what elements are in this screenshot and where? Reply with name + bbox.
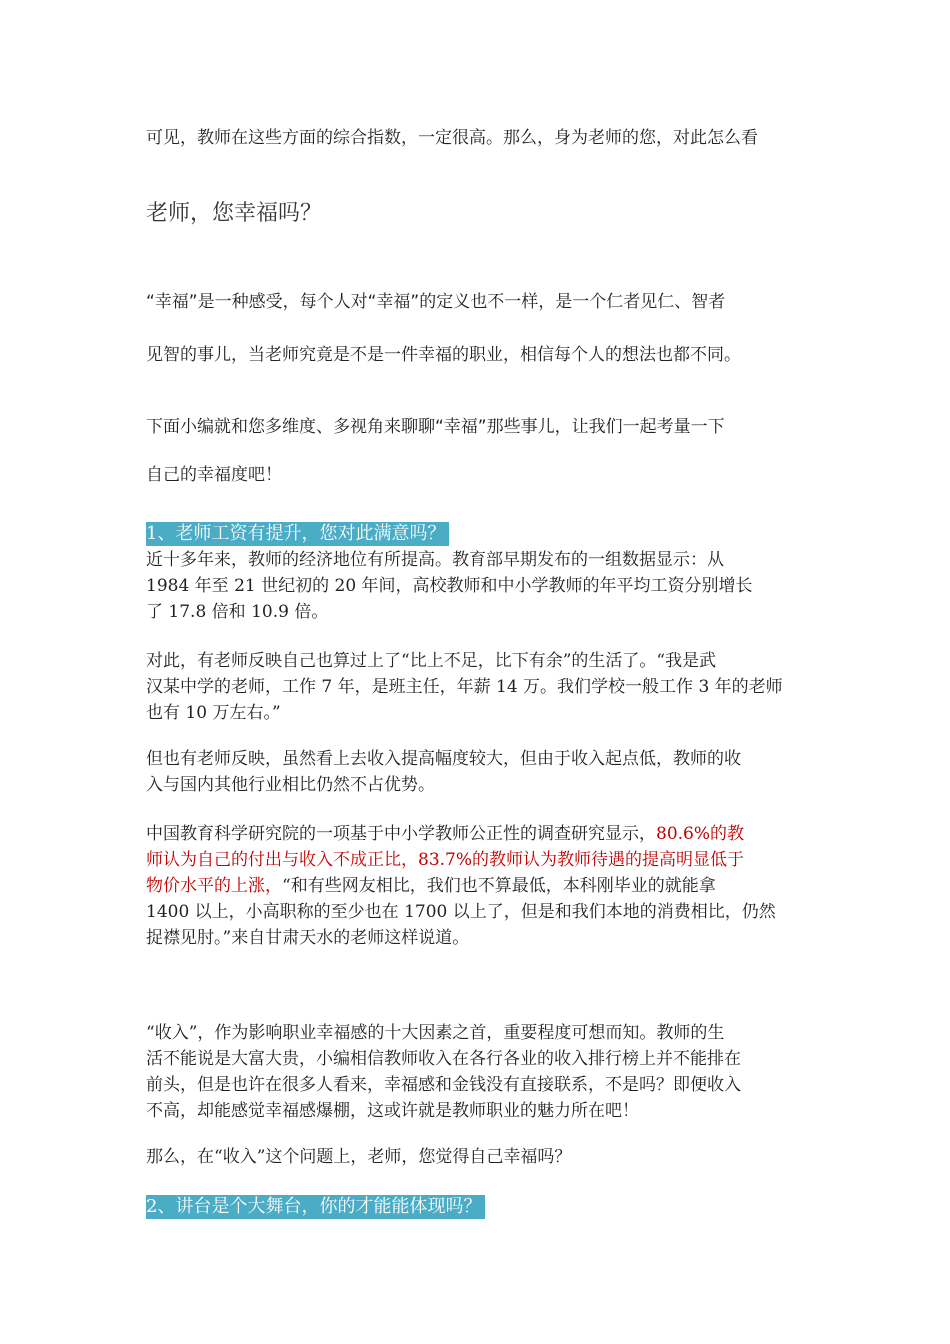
survey-intro-text: 中国教育科学研究院的一项基于中小学教师公正性的调查研究显示， [146,824,656,844]
highlight-stat-line: 师认为自己的付出与收入不成正比，83.7%的教师认为教师待遇的提高明显低于 [146,850,745,870]
highlight-stat: 80.6%的教 [656,824,745,844]
section-1-paragraph-6 [146,1144,812,1170]
text-line: 入与国内其他行业相比仍然不占优势。 [146,775,435,795]
section-1-heading: 1、老师工资有提升，您对此满意吗？ [146,522,449,546]
article-title: 老师，您幸福吗？ [146,201,323,226]
highlight-stat: 物价水平的上涨， [146,876,282,896]
section-1-paragraph-4 [146,821,812,951]
section-1-paragraph-3 [146,746,812,798]
text-line: 捉襟见肘。”来自甘肃天水的老师这样说道。 [146,928,470,948]
lead-line-4: 自己的幸福度吧！ [146,465,282,485]
section-1-paragraph-1 [146,547,812,625]
lead-line-3: 下面小编就和您多维度、多视角来聊聊“幸福”那些事儿，让我们一起考量一下 [146,417,725,437]
text-line: 也有 10 万左右。” [146,703,281,723]
text-line: 汉某中学的老师，工作 7 年，是班主任，年薪 14 万。我们学校一般工作 3 年的老师 [146,677,783,697]
text-line: 1400 以上，小高职称的至少也在 1700 以上了，但是和我们本地的消费相比，仍然 [146,902,776,922]
text-line: 但也有老师反映，虽然看上去收入提高幅度较大，但由于收入起点低，教师的收 [146,749,741,769]
lead-line-2: 见智的事儿，当老师究竟是不是一件幸福的职业，相信每个人的想法也都不同。 [146,345,741,365]
text-line: 了 17.8 倍和 10.9 倍。 [146,602,329,622]
text-line: 1984 年至 21 世纪初的 20 年间，高校教师和中小学教师的年平均工资分别增长 [146,576,753,596]
section-1-paragraph-2 [146,648,812,726]
text-line: 那么，在“收入”这个问题上，老师，您觉得自己幸福吗？ [146,1147,572,1167]
intro-line: 可见，教师在这些方面的综合指数，一定很高。那么，身为老师的您，对此怎么看 [146,128,758,148]
text-line: 对此，有老师反映自己也算过上了“比上不足，比下有余”的生活了。“我是武 [146,651,717,671]
text-line [146,873,812,899]
text-line: “收入”，作为影响职业幸福感的十大因素之首，重要程度可想而知。教师的生 [146,1023,725,1043]
section-1-paragraph-5 [146,1020,812,1124]
quote-text: “和有些网友相比，我们也不算最低，本科刚毕业的就能拿 [282,876,716,896]
text-line: 前头，但是也许在很多人看来，幸福感和金钱没有直接联系，不是吗？即便收入 [146,1075,741,1095]
text-line: 活不能说是大富大贵，小编相信教师收入在各行各业的收入排行榜上并不能排在 [146,1049,741,1069]
section-2-heading: 2、讲台是个大舞台，你的才能能体现吗？ [146,1195,485,1219]
text-line: 不高，却能感觉幸福感爆棚，这或许就是教师职业的魅力所在吧！ [146,1101,639,1121]
lead-line-1: “幸福”是一种感受，每个人对“幸福”的定义也不一样，是一个仁者见仁、智者 [146,292,726,312]
text-line [146,821,812,847]
text-line: 近十多年来，教师的经济地位有所提高。教育部早期发布的一组数据显示：从 [146,550,724,570]
